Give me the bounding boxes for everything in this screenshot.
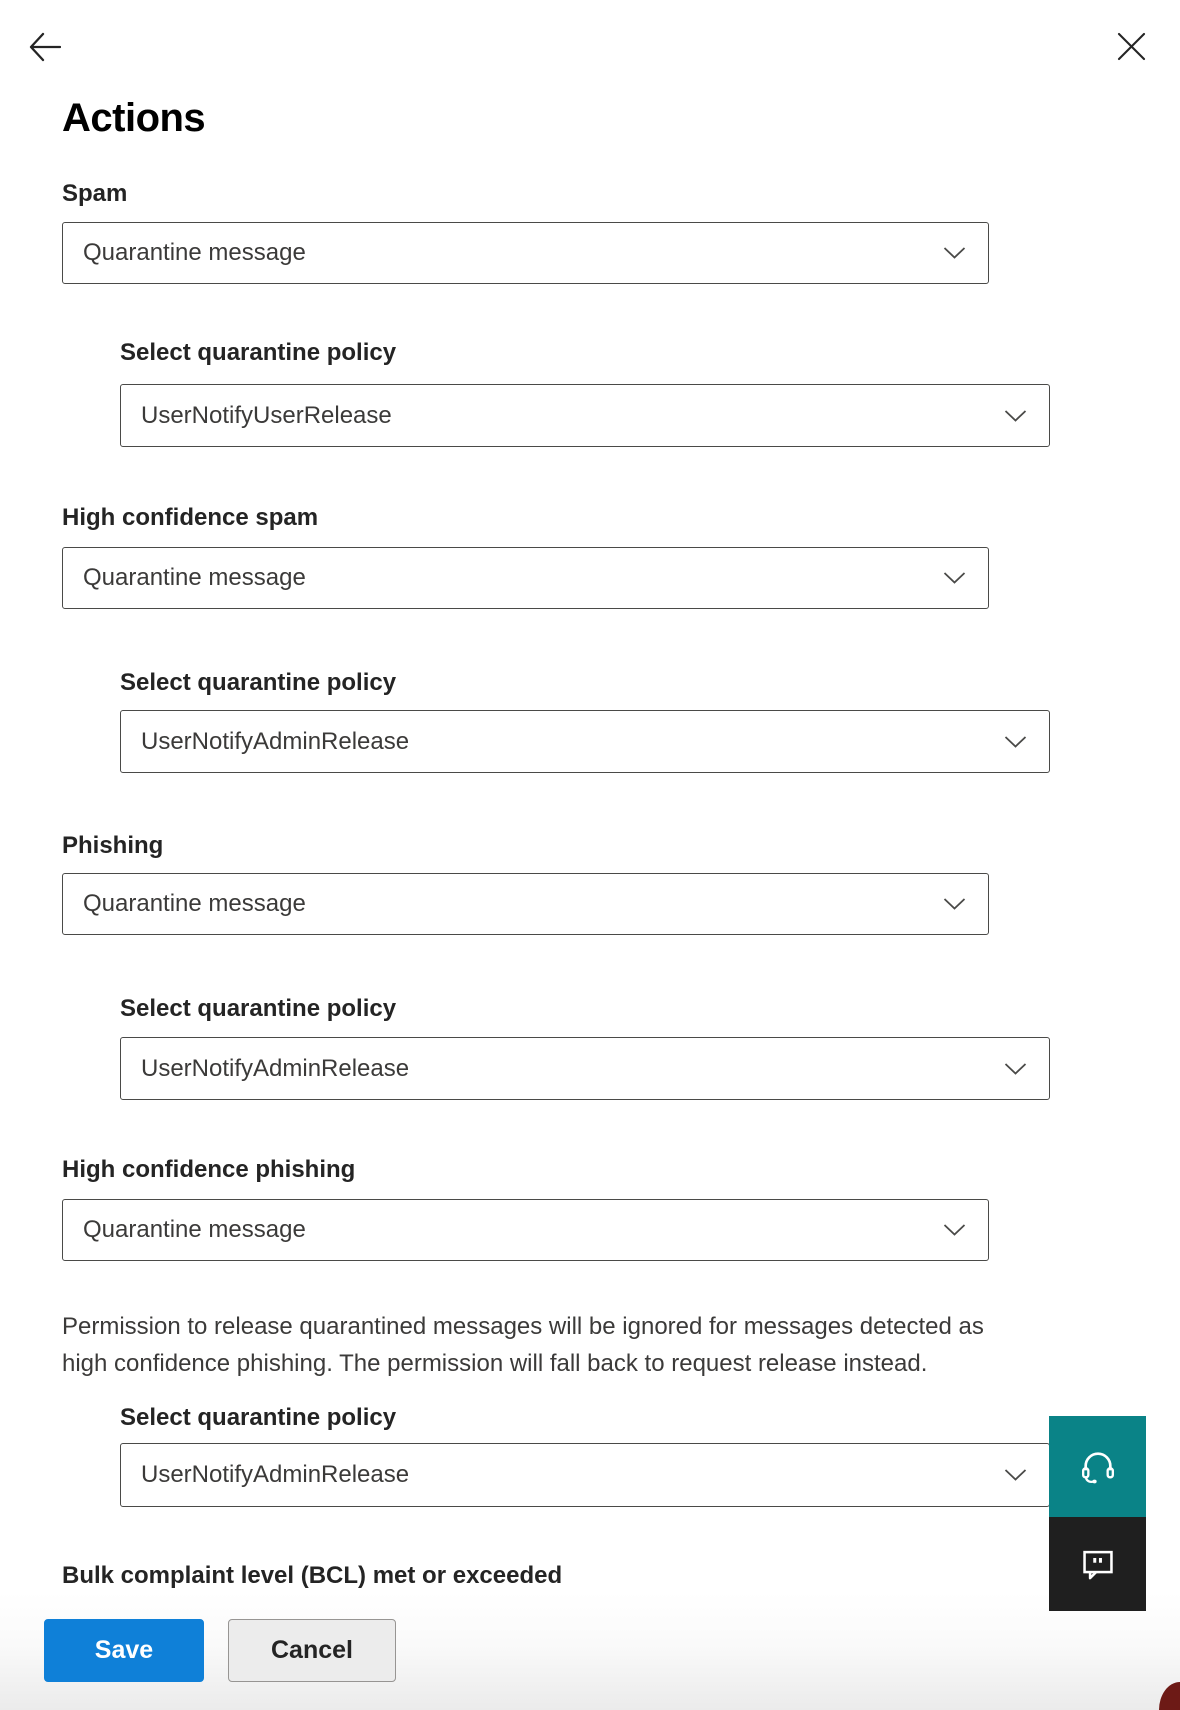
high-confidence-phishing-policy-label: Select quarantine policy bbox=[120, 1404, 397, 1431]
headset-icon bbox=[1078, 1447, 1118, 1487]
spam-label: Spam bbox=[62, 180, 128, 207]
high-confidence-spam-label: High confidence spam bbox=[62, 504, 319, 531]
phishing-label: Phishing bbox=[62, 832, 164, 859]
spam-action-value: Quarantine message bbox=[83, 239, 306, 266]
high-confidence-phishing-policy-value: UserNotifyAdminRelease bbox=[141, 1461, 410, 1488]
chevron-down-icon bbox=[1004, 409, 1027, 422]
feedback-widget-button[interactable] bbox=[1049, 1517, 1146, 1611]
phishing-policy-dropdown[interactable] bbox=[120, 1037, 1050, 1100]
chevron-down-icon bbox=[943, 898, 966, 911]
high-confidence-phishing-action-value: Quarantine message bbox=[83, 1216, 306, 1243]
spam-policy-label: Select quarantine policy bbox=[120, 339, 397, 366]
spam-policy-dropdown[interactable] bbox=[120, 384, 1050, 447]
high-confidence-spam-policy-label: Select quarantine policy bbox=[120, 669, 397, 696]
phishing-policy-value: UserNotifyAdminRelease bbox=[141, 1054, 410, 1082]
bulk-complaint-level-label-clipped bbox=[62, 1561, 862, 1592]
save-button[interactable]: Save bbox=[44, 1619, 204, 1682]
chevron-down-icon bbox=[1004, 1062, 1027, 1075]
close-button[interactable] bbox=[1117, 32, 1146, 61]
high-confidence-spam-policy-value: UserNotifyAdminRelease bbox=[141, 727, 410, 755]
help-widget-button[interactable] bbox=[1049, 1416, 1146, 1517]
chat-feedback-icon bbox=[1079, 1545, 1117, 1583]
high-confidence-phishing-policy-dropdown[interactable] bbox=[120, 1443, 1050, 1507]
high-confidence-spam-action-value: Quarantine message bbox=[83, 564, 306, 591]
phishing-action-value: Quarantine message bbox=[83, 890, 306, 917]
page-title: Actions bbox=[62, 96, 206, 140]
high-confidence-phishing-action-dropdown[interactable] bbox=[62, 1199, 989, 1261]
spam-policy-value: UserNotifyUserRelease bbox=[141, 401, 392, 429]
arrow-left-icon bbox=[27, 31, 61, 63]
high-confidence-spam-action-dropdown[interactable] bbox=[62, 547, 989, 609]
chevron-down-icon bbox=[943, 572, 966, 585]
high-confidence-phishing-note: Permission to release quarantined messages will be ignored for messages detected as high confidence phishing. The permission will fall back to request release instead. bbox=[62, 1313, 984, 1377]
phishing-policy-label: Select quarantine policy bbox=[120, 995, 397, 1022]
bulk-complaint-level-text: Bulk complaint level (BCL) met or exceeded bbox=[62, 1562, 563, 1589]
chevron-down-icon bbox=[943, 247, 966, 260]
phishing-action-dropdown[interactable] bbox=[62, 873, 989, 935]
spam-action-dropdown[interactable] bbox=[62, 222, 989, 284]
close-icon bbox=[1117, 32, 1146, 61]
chevron-down-icon bbox=[1004, 735, 1027, 748]
chevron-down-icon bbox=[943, 1224, 966, 1237]
high-confidence-phishing-label: High confidence phishing bbox=[62, 1156, 356, 1183]
cancel-button[interactable]: Cancel bbox=[228, 1619, 396, 1682]
high-confidence-spam-policy-dropdown[interactable] bbox=[120, 710, 1050, 773]
chevron-down-icon bbox=[1004, 1469, 1027, 1482]
back-button[interactable] bbox=[27, 31, 61, 63]
